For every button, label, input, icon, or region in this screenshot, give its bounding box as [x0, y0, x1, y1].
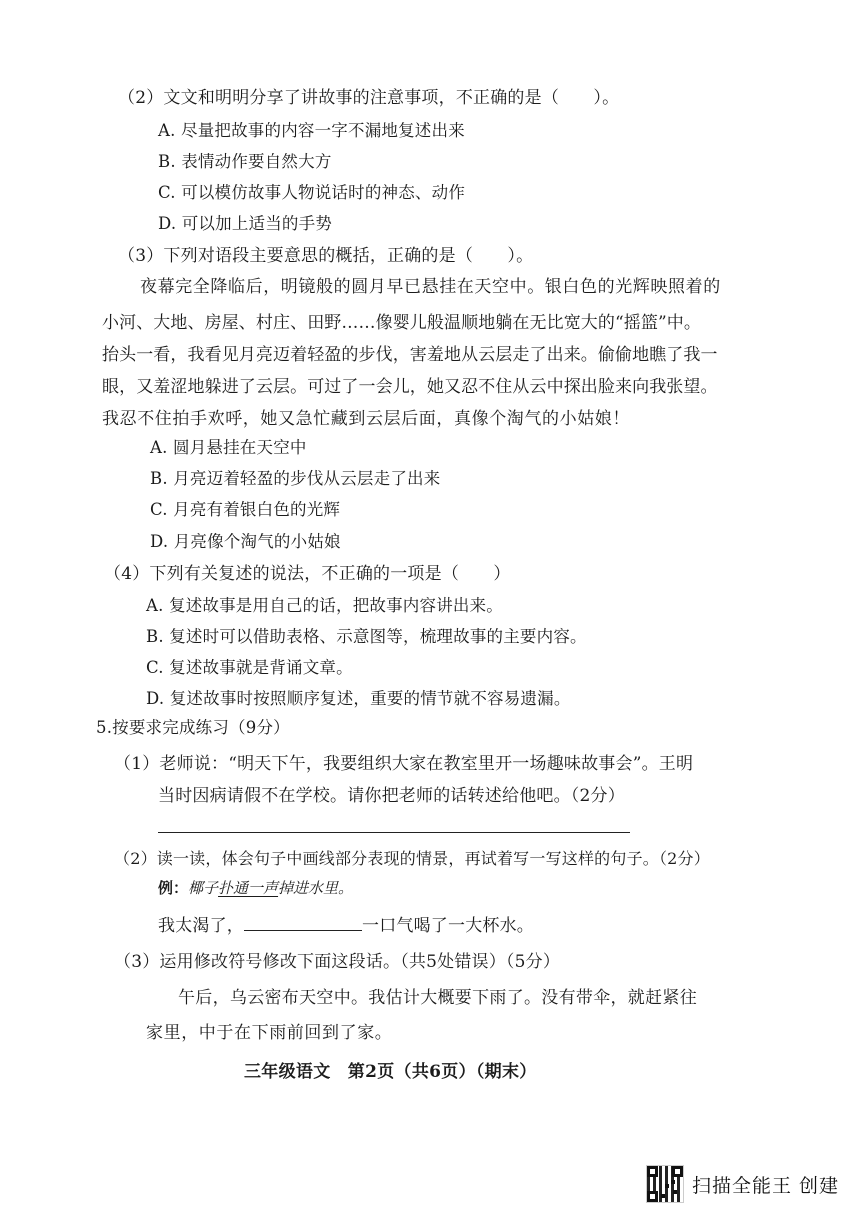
q4-option-a: A. 复述故事是用自己的话，把故事内容讲出来。 — [146, 596, 504, 615]
q2-option-d: D. 可以加上适当的手势 — [158, 214, 333, 233]
q4-option-c: C. 复述故事就是背诵文章。 — [146, 658, 353, 677]
example-pre: 椰子 — [188, 879, 219, 897]
section5-sub3-text2: 家里，中于在下雨前回到了家。 — [146, 1023, 393, 1043]
section5-sub2-stem: （2）读一读，体会句子中画线部分表现的情景，再试着写一写这样的句子。（2分） — [114, 849, 710, 868]
q4-stem: （4）下列有关复述的说法，不正确的一项是（ ） — [104, 564, 511, 584]
page-footer: 三年级语文 第2页（共6页）（期末） — [244, 1062, 537, 1082]
q2-option-a: A. 尽量把故事的内容一字不漏地复述出来 — [158, 121, 465, 140]
qr-code-icon — [646, 1165, 684, 1203]
section5-sub1-line1: （1）老师说：“明天下午，我要组织大家在教室里开一场趣味故事会”。王明 — [114, 754, 694, 774]
scanner-watermark — [646, 1166, 839, 1202]
q3-passage-line: 我忍不住拍手欢呼，她又急忙藏到云层后面，真像个淘气的小姑娘！ — [102, 409, 630, 429]
section5-sub1-line2: 当时因病请假不在学校。请你把老师的话转述给他吧。（2分） — [158, 786, 625, 806]
q2-option-b: B. 表情动作要自然大方 — [158, 152, 332, 171]
fill-in-sentence — [158, 912, 534, 938]
q3-passage-line: 小河、大地、房屋、村庄、田野……像婴儿般温顺地躺在无比宽大的“摇篮”中。 — [102, 313, 701, 333]
example-post: 掉进水里。 — [278, 879, 354, 897]
q3-option-b: B. 月亮迈着轻盈的步伐从云层走了出来 — [150, 469, 441, 488]
section5-title: 5.按要求完成练习（9分） — [96, 718, 290, 737]
answer-blank-line[interactable] — [158, 832, 630, 833]
q3-passage-line: 眼，又羞涩地躲进了云层。可过了一会儿，她又忍不住从云中探出脸来向我张望。 — [102, 377, 718, 397]
watermark-text: 扫描全能王 创建 — [692, 1174, 840, 1197]
fill-blank[interactable] — [244, 912, 362, 931]
q3-option-a: A. 圆月悬挂在天空中 — [150, 438, 307, 457]
q2-option-c: C. 可以模仿故事人物说话时的神态、动作 — [158, 183, 466, 202]
fill-post: 一口气喝了一大杯水。 — [362, 916, 534, 936]
example-label: 例： — [158, 879, 189, 897]
q2-stem: （2）文文和明明分享了讲故事的注意事项，不正确的是（ ）。 — [118, 88, 620, 108]
q3-passage-line: 抬头一看，我看见月亮迈着轻盈的步伐，害羞地从云层走了出来。偷偷地瞧了我一 — [102, 345, 718, 365]
example-underlined: 扑通一声 — [218, 879, 279, 897]
q3-option-d: D. 月亮像个淘气的小姑娘 — [150, 532, 341, 551]
fill-pre: 我太渴了， — [158, 916, 244, 936]
section5-sub3-text1: 午后，乌云密布天空中。我估计大概要下雨了。没有带伞，就赶紧往 — [178, 988, 697, 1008]
q4-option-b: B. 复述时可以借助表格、示意图等，梳理故事的主要内容。 — [146, 627, 587, 646]
section5-sub3-stem: （3）运用修改符号修改下面这段话。（共5处错误）（5分） — [114, 952, 561, 972]
q3-passage-line: 夜幕完全降临后，明镜般的圆月早已悬挂在天空中。银白色的光辉映照着的 — [140, 277, 721, 297]
q4-option-d: D. 复述故事时按照顺序复述，重要的情节就不容易遗漏。 — [146, 689, 571, 708]
q3-option-c: C. 月亮有着银白色的光辉 — [150, 500, 341, 519]
example-sentence — [158, 877, 353, 899]
q3-stem: （3）下列对语段主要意思的概括，正确的是（ ）。 — [118, 246, 534, 266]
